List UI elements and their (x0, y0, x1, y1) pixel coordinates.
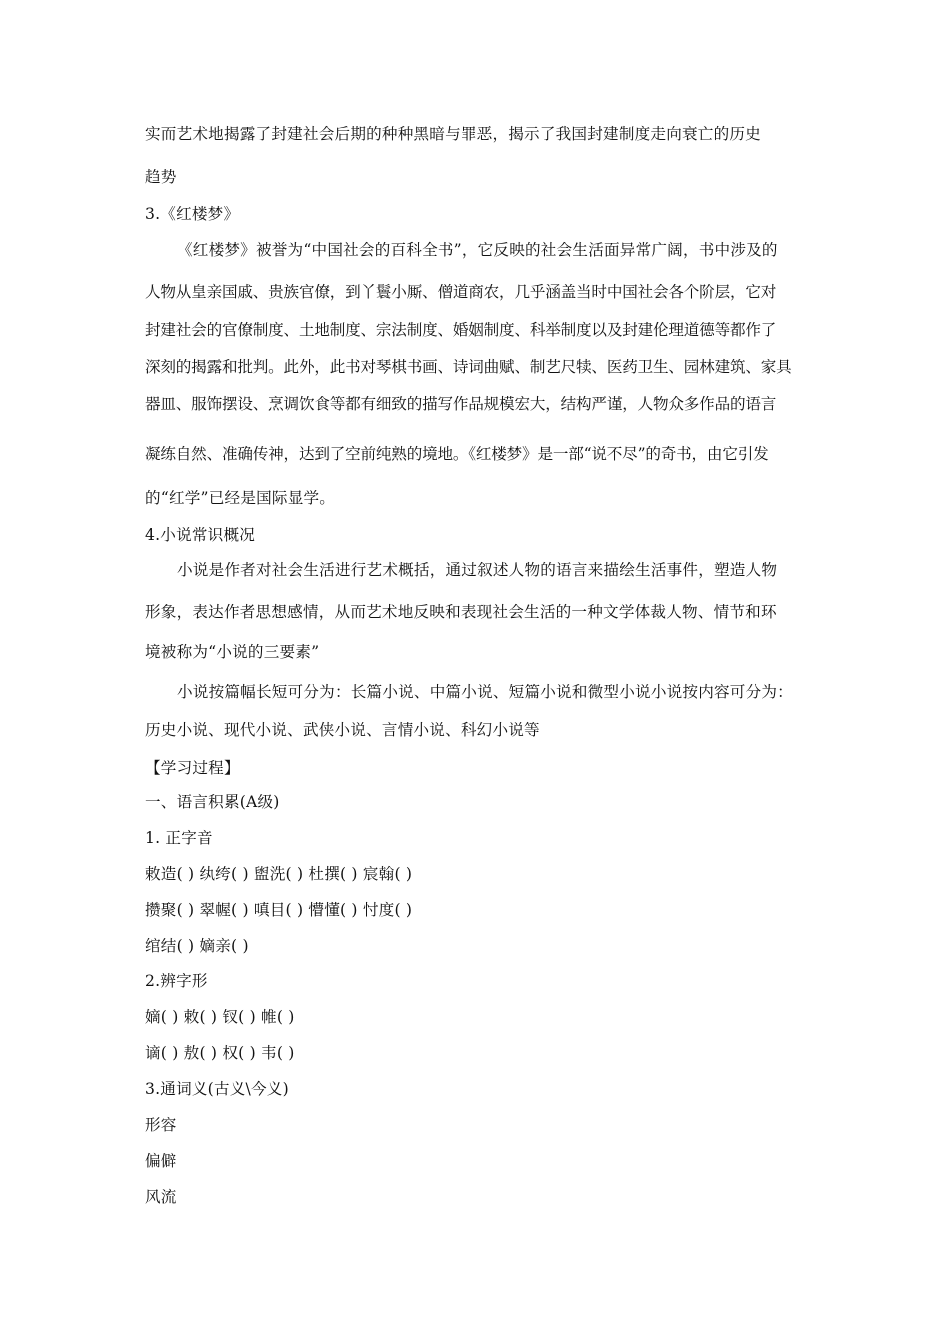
vocab-word: 风流 (145, 1188, 177, 1206)
paragraph-line: 凝练自然、准确传神，达到了空前纯熟的境地。《红楼梦》是一部“说不尽”的奇书，由它引发 (145, 445, 769, 463)
question-title: 1. 正字音 (145, 829, 213, 847)
paragraph-line: 境被称为“小说的三要素” (145, 643, 320, 661)
paragraph-line: 历史小说、现代小说、武侠小说、言情小说、科幻小说等 (145, 721, 540, 739)
paragraph-line: 形象，表达作者思想感情，从而艺术地反映和表现社会生活的一种文学体裁人物、情节和环 (145, 603, 777, 621)
paragraph-line: 封建社会的官僚制度、土地制度、宗法制度、婚姻制度、科举制度以及封建伦理道德等都作了 (145, 321, 777, 339)
question-row: 绾结( ) 嫡亲( ) (145, 937, 249, 955)
paragraph-line: 趋势 (145, 168, 177, 186)
paragraph-line: 人物从皇亲国戚、贵族官僚，到丫鬟小厮、僧道商农，几乎涵盖当时中国社会各个阶层，它对 (145, 283, 777, 301)
question-row: 敕造( ) 纨绔( ) 盥洗( ) 杜撰( ) 宸翰( ) (145, 865, 413, 883)
paragraph-line: 深刻的揭露和批判。此外，此书对琴棋书画、诗词曲赋、制艺尺犊、医药卫生、园林建筑、家具 (145, 358, 792, 376)
question-title: 2.辨字形 (145, 972, 208, 990)
vocab-word: 形容 (145, 1116, 177, 1134)
question-row: 谪( ) 敖( ) 权( ) 韦( ) (145, 1044, 295, 1062)
question-row: 攒聚( ) 翠幄( ) 嗔目( ) 懵懂( ) 忖度( ) (145, 901, 413, 919)
paragraph-line: 的“红学”已经是国际显学。 (145, 489, 336, 507)
question-row: 嫡( ) 敕( ) 钗( ) 帷( ) (145, 1008, 295, 1026)
paragraph-line: 实而艺术地揭露了封建社会后期的种种黑暗与罪恶，揭示了我国封建制度走向衰亡的历史 (145, 125, 761, 143)
question-title: 3.通词义(古义\今义) (145, 1080, 289, 1098)
section-title-learning-process: 【学习过程】 (145, 759, 240, 777)
vocab-word: 偏僻 (145, 1152, 177, 1170)
paragraph-line: 小说按篇幅长短可分为：长篇小说、中篇小说、短篇小说和微型小说小说按内容可分为： (177, 683, 793, 701)
part-title: 一、语言积累(A级) (145, 793, 280, 811)
paragraph-line: 器皿、服饰摆设、烹调饮食等都有细致的描写作品规模宏大，结构严谨，人物众多作品的语言 (145, 395, 777, 413)
section-heading-novel: 4.小说常识概况 (145, 526, 256, 544)
paragraph-line: 《红楼梦》被誉为“中国社会的百科全书”，它反映的社会生活面异常广阔，书中涉及的 (177, 241, 778, 259)
paragraph-line: 小说是作者对社会生活进行艺术概括，通过叙述人物的语言来描绘生活事件，塑造人物 (177, 561, 778, 579)
section-heading-hongloumeng: 3.《红楼梦》 (145, 205, 240, 223)
